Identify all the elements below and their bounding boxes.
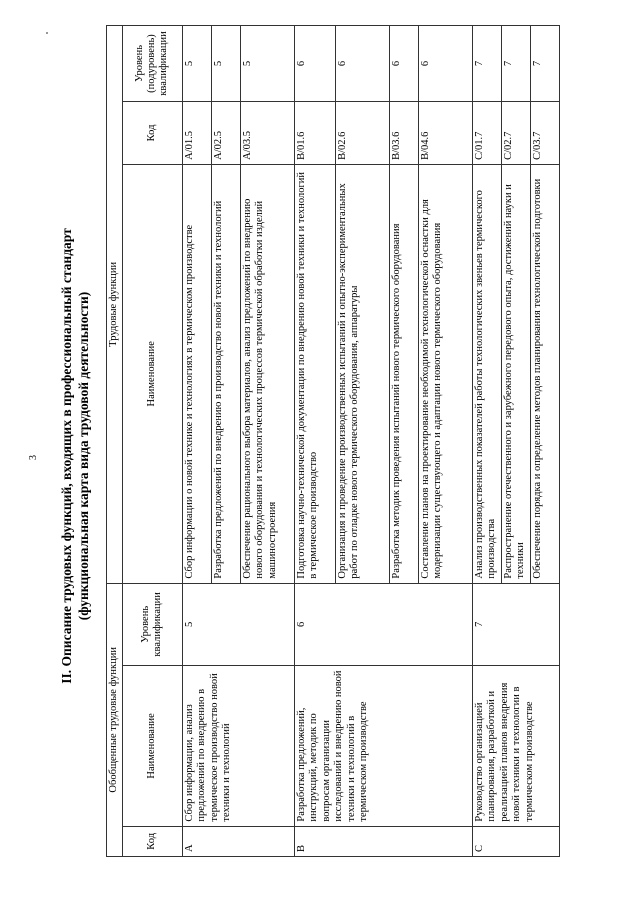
function-code: A/01.5	[182, 101, 211, 164]
function-code: B/03.6	[389, 101, 418, 164]
table-row	[182, 26, 211, 857]
header-function-level: Уровень (подуровень) квалификации	[122, 26, 182, 102]
section-subtitle: (функциональная карта вида трудовой деятельности)	[76, 291, 91, 621]
group-name: Сбор информации, анализ предложений по внедрению в термическое производство новой техники и технологий	[182, 666, 294, 827]
function-name: Сбор информации о новой технике и технологиях в термическом производстве	[182, 164, 211, 583]
function-code: C/01.7	[472, 101, 501, 164]
function-level: 6	[294, 26, 335, 102]
section-title: II. Описание трудовых функций, входящих в профессиональный стандарт	[59, 228, 74, 684]
function-name: Разработка предложений по внедрению в производство новой техники и технологий	[211, 164, 240, 583]
header-function-name: Наименование	[122, 164, 182, 583]
function-code: B/04.6	[418, 101, 472, 164]
function-level: 6	[418, 26, 472, 102]
function-level: 5	[240, 26, 294, 102]
page-number: 3	[28, 455, 39, 460]
function-level: 6	[389, 26, 418, 102]
group-name: Разработка предложений, инструкций, методик по вопросам организации исследований и внедрению новой техники и технологий в термическом производстве	[294, 666, 472, 827]
function-name: Распространение отечественного и зарубежного передового опыта, достижений науки и техники	[501, 164, 530, 583]
table-row	[294, 26, 335, 857]
header-level: Уровень квалификации	[122, 583, 182, 665]
function-name: Организация и проведение производственных испытаний и опытно-экспериментальных работ по отладке нового термического оборудования, аппаратуры	[335, 164, 389, 583]
function-code: A/03.5	[240, 101, 294, 164]
header-labor-functions: Трудовые функции	[107, 26, 123, 584]
functional-map-table	[106, 25, 560, 857]
function-code: C/02.7	[501, 101, 530, 164]
header-function-code: Код	[122, 101, 182, 164]
function-name: Обеспечение порядка и определение методов планирования технологической подготовки	[530, 164, 559, 583]
function-level: 5	[182, 26, 211, 102]
function-name: Составление планов на проектирование необходимой технологической оснастки для модернизации существующего и адаптации нового термического оборудования	[418, 164, 472, 583]
group-level: 7	[472, 583, 559, 665]
header-name: Наименование	[122, 666, 182, 827]
function-level: 5	[211, 26, 240, 102]
function-code: B/01.6	[294, 101, 335, 164]
function-level: 7	[530, 26, 559, 102]
function-code: A/02.5	[211, 101, 240, 164]
function-level: 7	[472, 26, 501, 102]
group-code: C	[472, 826, 559, 856]
function-level: 7	[501, 26, 530, 102]
group-level: 6	[294, 583, 472, 665]
group-name: Руководство организацией планирования, разработкой и реализацией планов внедрения новой техники и технологии в термическом производстве	[472, 666, 559, 827]
header-generalized-functions: Обобщенные трудовые функции	[107, 583, 123, 856]
group-code: B	[294, 826, 472, 856]
group-code: A	[182, 826, 294, 856]
function-name: Обеспечение рационального выбора материалов, анализ предложений по внедрению нового оборудования и технологических процессов термической обработки изделий машиностроения	[240, 164, 294, 583]
table-row	[472, 26, 501, 857]
function-code: C/03.7	[530, 101, 559, 164]
function-level: 6	[335, 26, 389, 102]
group-level: 5	[182, 583, 294, 665]
function-name: Подготовка научно-технической документации по внедрению новой техники и технологий в термическое производство	[294, 164, 335, 583]
function-name: Разработка методик проведения испытаний нового термического оборудования	[389, 164, 418, 583]
function-name: Анализ производственных показателей работы технологических звеньев термического производства	[472, 164, 501, 583]
header-code: Код	[122, 826, 182, 856]
function-code: B/02.6	[335, 101, 389, 164]
